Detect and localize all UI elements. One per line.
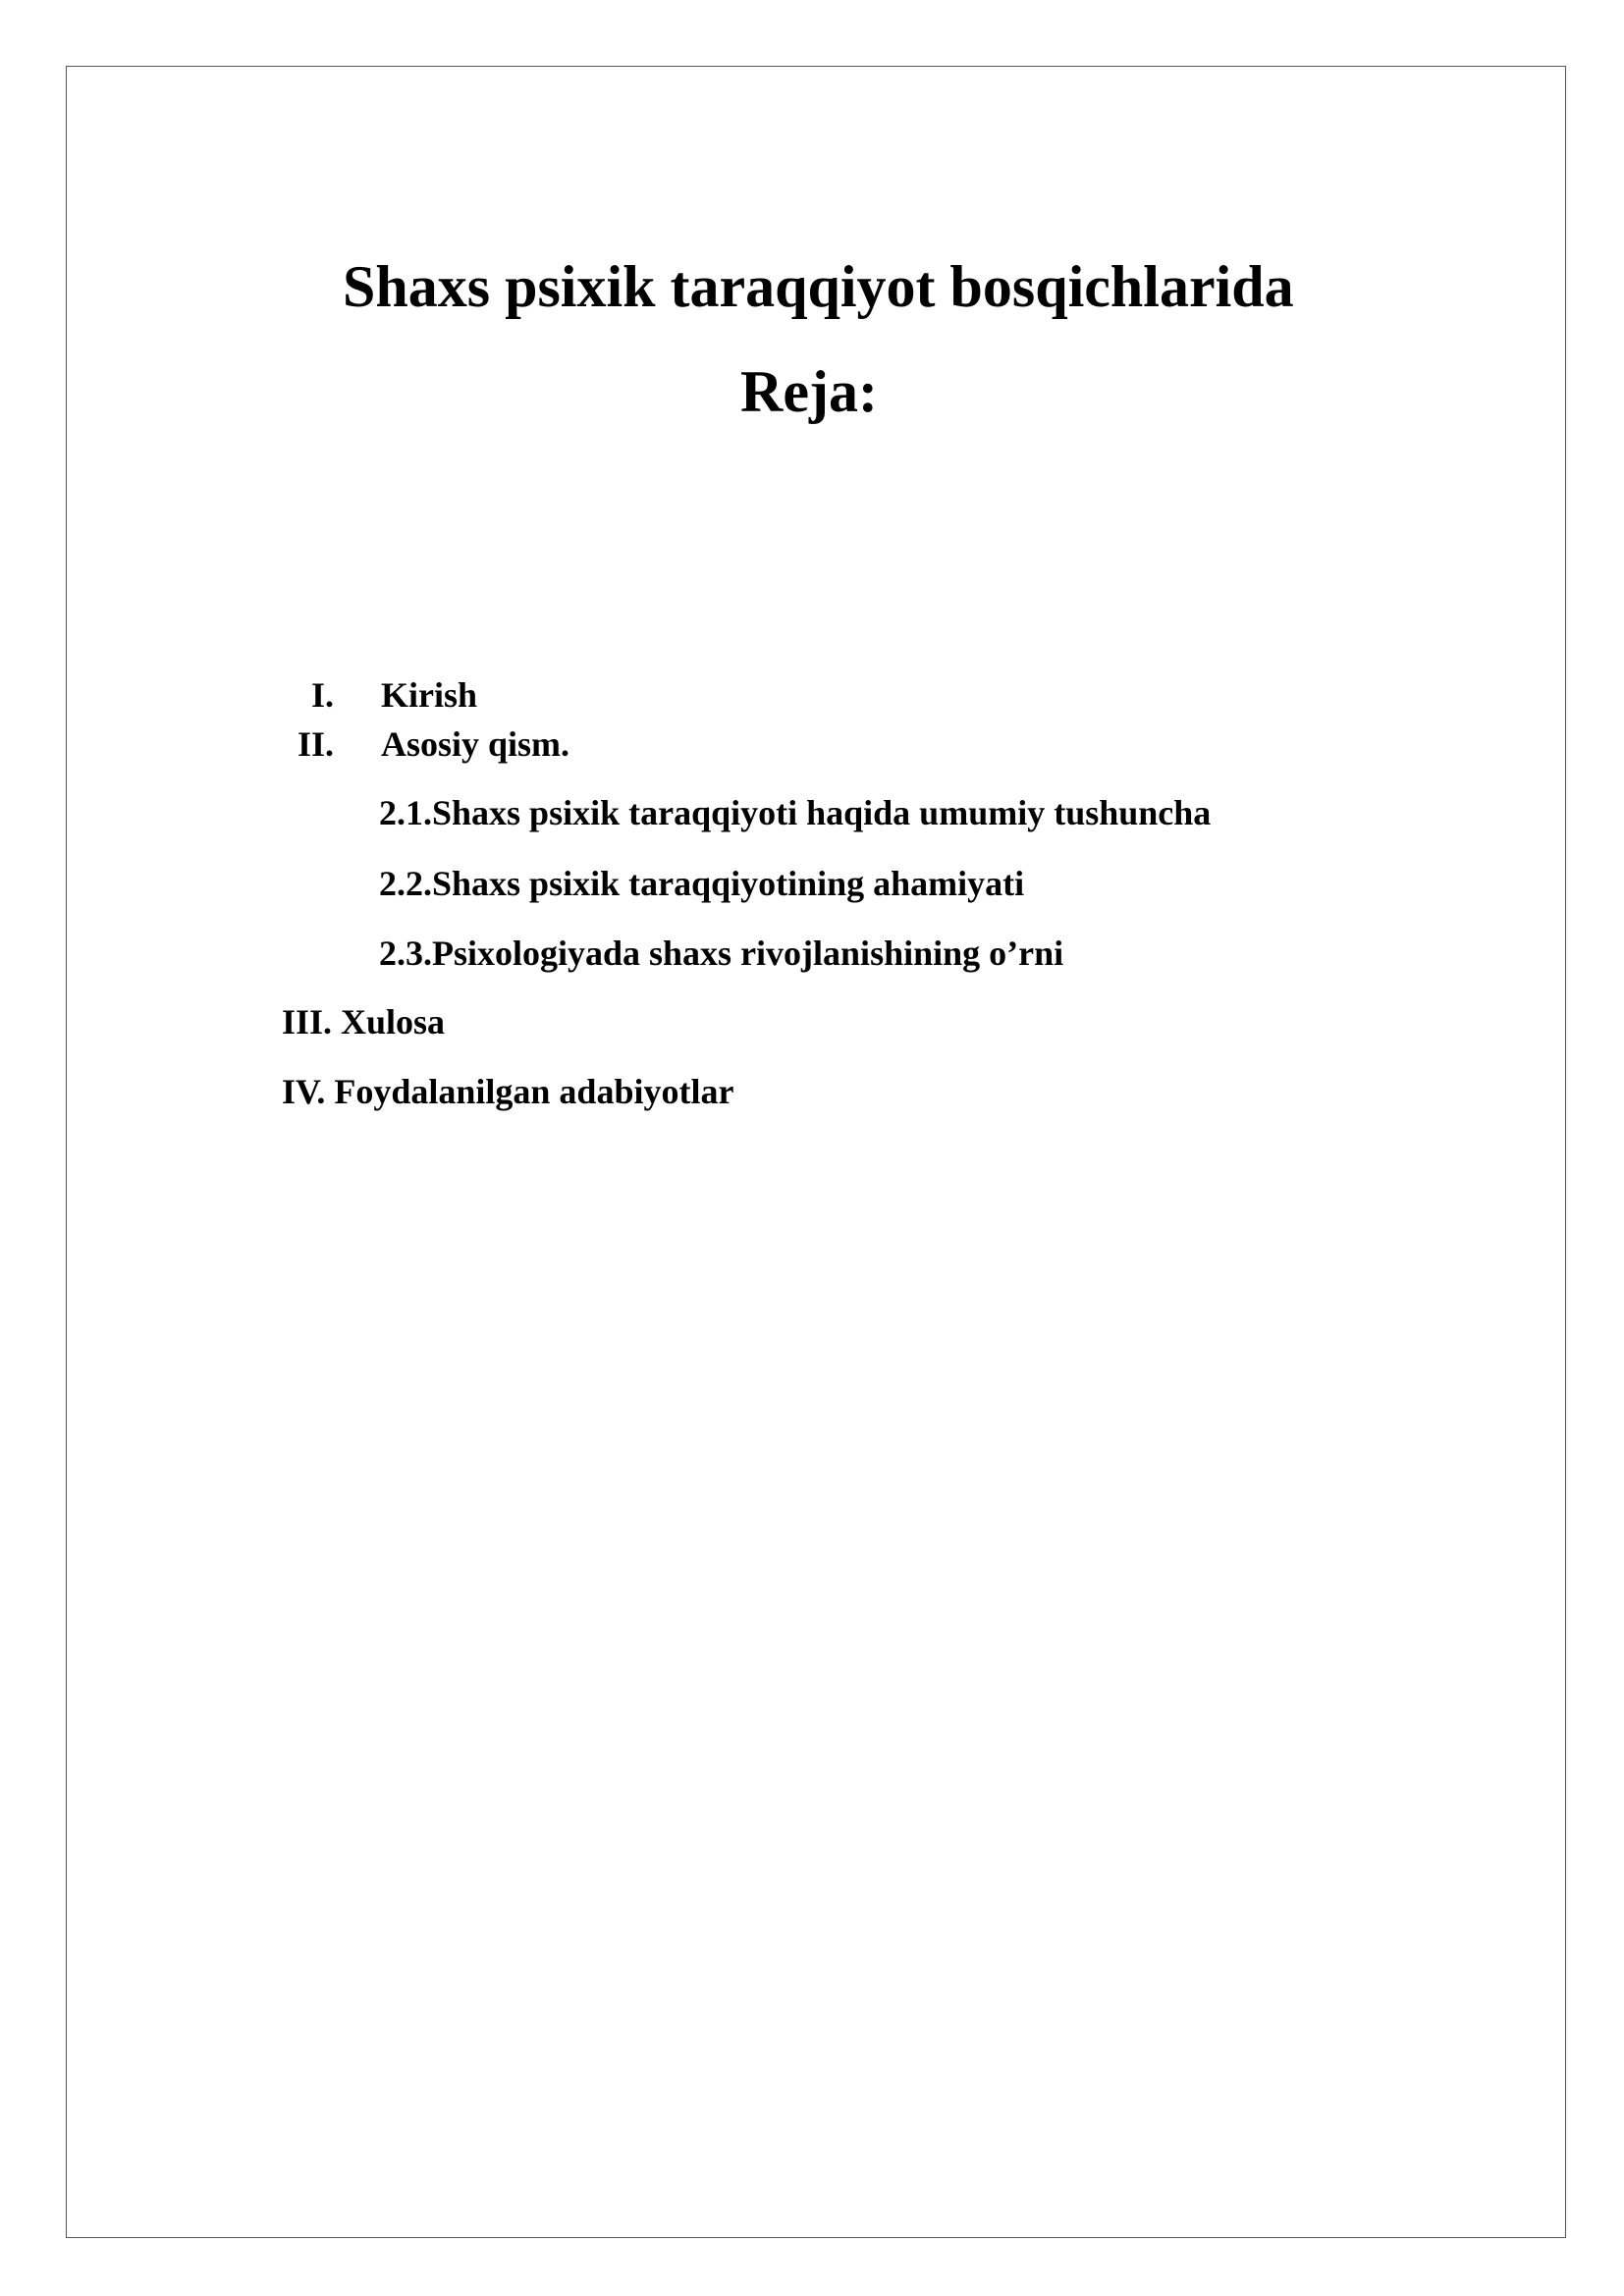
plan-item-2-text: Asosiy qism. xyxy=(381,724,570,764)
plan-item-1-text: Kirish xyxy=(381,675,478,715)
document-subtitle-text: Reja: xyxy=(740,359,878,424)
plan-item-2-3 xyxy=(379,935,1063,971)
plan-item-3 xyxy=(282,1004,445,1040)
plan-item-2-1 xyxy=(379,795,1211,830)
plan-item-2-2-text: 2.2.Shaxs psixik taraqqiyotining ahamiyati xyxy=(379,864,1025,903)
plan-item-1-number: I. xyxy=(310,675,334,715)
plan-item-4 xyxy=(282,1074,733,1109)
plan-item-3-text: III. Xulosa xyxy=(282,1002,446,1041)
document-title-text: Shaxs psixik taraqqiyot bosqichlarida xyxy=(343,254,1294,319)
plan-item-2-number: II. xyxy=(297,724,334,764)
plan-item-4-text: IV. Foydalanilgan adabiyotlar xyxy=(282,1072,734,1111)
plan-item-2-3-text: 2.3.Psixologiyada shaxs rivojlanishining o’rni xyxy=(379,934,1064,973)
plan-item-2-1-text: 2.1.Shaxs psixik taraqqiyoti haqida umumiy tushuncha xyxy=(379,793,1212,832)
plan-item-2-2 xyxy=(379,866,1024,901)
